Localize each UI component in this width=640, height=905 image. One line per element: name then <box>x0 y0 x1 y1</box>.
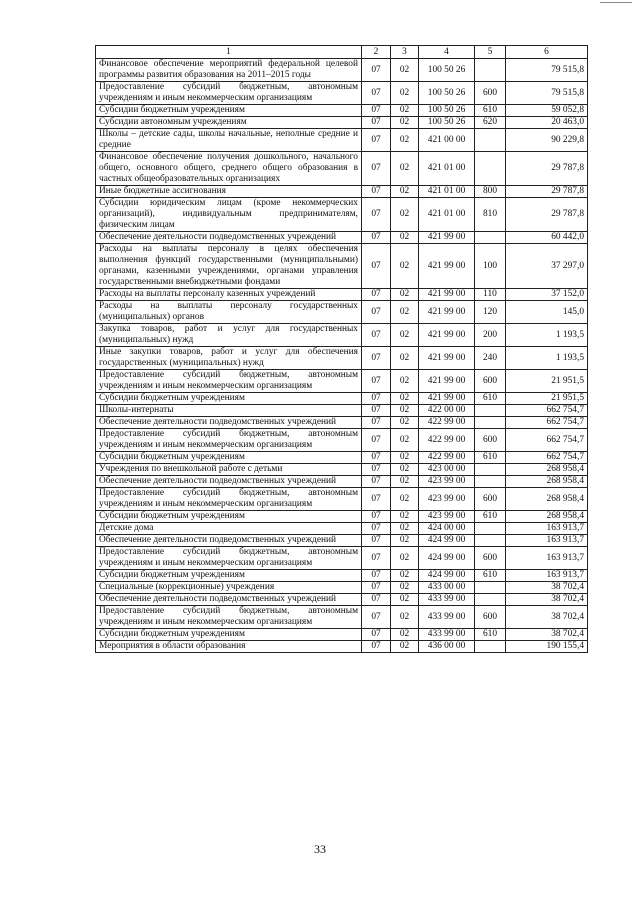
row-name-cell: Субсидии бюджетным учреждениям <box>96 393 362 405</box>
target-article-cell: 436 00 00 <box>419 641 475 653</box>
target-article-cell: 421 99 00 <box>419 393 475 405</box>
section-code-cell: 07 <box>362 606 391 629</box>
section-code-cell: 07 <box>362 641 391 653</box>
subsection-code-cell: 02 <box>391 393 419 405</box>
row-name-cell: Субсидии бюджетным учреждениям <box>96 105 362 117</box>
amount-cell: 163 913,7 <box>506 547 588 570</box>
section-code-cell: 07 <box>362 405 391 417</box>
row-name-cell: Иные закупки товаров, работ и услуг для обеспечения государственных (муниципальных) нужд <box>96 347 362 370</box>
amount-cell: 79 515,8 <box>506 82 588 105</box>
amount-cell: 145,0 <box>506 301 588 324</box>
expense-type-cell: 610 <box>475 629 506 641</box>
table-row <box>96 452 588 464</box>
row-name-cell: Обеспечение деятельности подведомственных учреждений <box>96 476 362 488</box>
header-cell: 3 <box>391 46 419 59</box>
target-article-cell: 421 00 00 <box>419 129 475 152</box>
section-code-cell: 07 <box>362 370 391 393</box>
row-name-cell: Расходы на выплаты персоналу казенных учреждений <box>96 289 362 301</box>
section-code-cell: 07 <box>362 417 391 429</box>
expense-type-cell: 200 <box>475 324 506 347</box>
table-row <box>96 405 588 417</box>
expense-type-cell: 810 <box>475 198 506 232</box>
amount-cell: 37 152,0 <box>506 289 588 301</box>
subsection-code-cell: 02 <box>391 429 419 452</box>
amount-cell: 21 951,5 <box>506 370 588 393</box>
row-name-cell: Обеспечение деятельности подведомственных учреждений <box>96 417 362 429</box>
amount-cell: 20 463,0 <box>506 117 588 129</box>
amount-cell: 60 442,0 <box>506 232 588 244</box>
target-article-cell: 433 99 00 <box>419 594 475 606</box>
amount-cell: 38 702,4 <box>506 629 588 641</box>
table-row <box>96 476 588 488</box>
subsection-code-cell: 02 <box>391 117 419 129</box>
table-row <box>96 105 588 117</box>
table-row <box>96 464 588 476</box>
expense-type-cell: 600 <box>475 370 506 393</box>
amount-cell: 21 951,5 <box>506 393 588 405</box>
row-name-cell: Закупка товаров, работ и услуг для государственных (муниципальных) нужд <box>96 324 362 347</box>
header-cell: 5 <box>475 46 506 59</box>
subsection-code-cell: 02 <box>391 535 419 547</box>
subsection-code-cell: 02 <box>391 289 419 301</box>
row-name-cell: Предоставление субсидий бюджетным, автономным учреждениям и иным некоммерческим организациям <box>96 488 362 511</box>
table-row <box>96 117 588 129</box>
table-row <box>96 59 588 82</box>
expense-type-cell <box>475 232 506 244</box>
section-code-cell: 07 <box>362 82 391 105</box>
amount-cell: 29 787,8 <box>506 152 588 186</box>
expense-type-cell <box>475 129 506 152</box>
section-code-cell: 07 <box>362 429 391 452</box>
expense-type-cell: 600 <box>475 547 506 570</box>
expense-type-cell <box>475 464 506 476</box>
subsection-code-cell: 02 <box>391 186 419 198</box>
row-name-cell: Специальные (коррекционные) учреждения <box>96 582 362 594</box>
subsection-code-cell: 02 <box>391 244 419 289</box>
subsection-code-cell: 02 <box>391 641 419 653</box>
section-code-cell: 07 <box>362 452 391 464</box>
row-name-cell: Субсидии бюджетным учреждениям <box>96 629 362 641</box>
expense-type-cell: 600 <box>475 488 506 511</box>
section-code-cell: 07 <box>362 523 391 535</box>
expense-type-cell <box>475 641 506 653</box>
row-name-cell: Мероприятия в области образования <box>96 641 362 653</box>
row-name-cell: Субсидии юридическим лицам (кроме некоммерческих организаций), индивидуальным предпринимателям, физическим лицам <box>96 198 362 232</box>
amount-cell: 38 702,4 <box>506 606 588 629</box>
table-row <box>96 129 588 152</box>
table-row <box>96 186 588 198</box>
expense-type-cell: 800 <box>475 186 506 198</box>
expense-type-cell: 610 <box>475 393 506 405</box>
target-article-cell: 421 99 00 <box>419 232 475 244</box>
expense-type-cell: 620 <box>475 117 506 129</box>
table-row <box>96 570 588 582</box>
section-code-cell: 07 <box>362 347 391 370</box>
expense-type-cell: 610 <box>475 452 506 464</box>
table-row <box>96 232 588 244</box>
expense-type-cell: 600 <box>475 429 506 452</box>
amount-cell: 268 958,4 <box>506 488 588 511</box>
target-article-cell: 421 99 00 <box>419 370 475 393</box>
target-article-cell: 422 99 00 <box>419 452 475 464</box>
subsection-code-cell: 02 <box>391 629 419 641</box>
subsection-code-cell: 02 <box>391 301 419 324</box>
section-code-cell: 07 <box>362 488 391 511</box>
row-name-cell: Субсидии бюджетным учреждениям <box>96 570 362 582</box>
section-code-cell: 07 <box>362 476 391 488</box>
expense-type-cell <box>475 476 506 488</box>
table-row <box>96 198 588 232</box>
header-cell: 2 <box>362 46 391 59</box>
table-row <box>96 523 588 535</box>
section-code-cell: 07 <box>362 547 391 570</box>
target-article-cell: 433 00 00 <box>419 582 475 594</box>
table-row <box>96 82 588 105</box>
table-row <box>96 152 588 186</box>
expense-type-cell <box>475 594 506 606</box>
amount-cell: 662 754,7 <box>506 417 588 429</box>
expense-type-cell: 110 <box>475 289 506 301</box>
target-article-cell: 421 99 00 <box>419 244 475 289</box>
subsection-code-cell: 02 <box>391 59 419 82</box>
subsection-code-cell: 02 <box>391 152 419 186</box>
target-article-cell: 424 99 00 <box>419 570 475 582</box>
subsection-code-cell: 02 <box>391 417 419 429</box>
target-article-cell: 424 99 00 <box>419 535 475 547</box>
amount-cell: 1 193,5 <box>506 347 588 370</box>
budget-table <box>95 45 588 653</box>
section-code-cell: 07 <box>362 582 391 594</box>
table-row <box>96 347 588 370</box>
target-article-cell: 423 99 00 <box>419 511 475 523</box>
table-row <box>96 370 588 393</box>
row-name-cell: Расходы на выплаты персоналу государственных (муниципальных) органов <box>96 301 362 324</box>
target-article-cell: 433 99 00 <box>419 606 475 629</box>
expense-type-cell: 120 <box>475 301 506 324</box>
amount-cell: 29 787,8 <box>506 186 588 198</box>
row-name-cell: Субсидии автономным учреждениям <box>96 117 362 129</box>
target-article-cell: 100 50 26 <box>419 82 475 105</box>
target-article-cell: 423 00 00 <box>419 464 475 476</box>
target-article-cell: 421 99 00 <box>419 324 475 347</box>
table-row <box>96 417 588 429</box>
target-article-cell: 422 99 00 <box>419 429 475 452</box>
subsection-code-cell: 02 <box>391 476 419 488</box>
target-article-cell: 421 01 00 <box>419 186 475 198</box>
row-name-cell: Расходы на выплаты персоналу в целях обеспечения выполнения функций государственными (муниципальными) органами, казенными учреждениями, органами управления государственными внебюджетными фондами <box>96 244 362 289</box>
amount-cell: 163 913,7 <box>506 523 588 535</box>
expense-type-cell <box>475 152 506 186</box>
target-article-cell: 421 01 00 <box>419 198 475 232</box>
table-row <box>96 629 588 641</box>
target-article-cell: 421 99 00 <box>419 301 475 324</box>
amount-cell: 38 702,4 <box>506 594 588 606</box>
subsection-code-cell: 02 <box>391 582 419 594</box>
amount-cell: 59 052,8 <box>506 105 588 117</box>
target-article-cell: 100 50 26 <box>419 59 475 82</box>
section-code-cell: 07 <box>362 301 391 324</box>
row-name-cell: Предоставление субсидий бюджетным, автономным учреждениям и иным некоммерческим организациям <box>96 606 362 629</box>
section-code-cell: 07 <box>362 232 391 244</box>
section-code-cell: 07 <box>362 129 391 152</box>
subsection-code-cell: 02 <box>391 570 419 582</box>
expense-type-cell <box>475 523 506 535</box>
amount-cell: 38 702,4 <box>506 582 588 594</box>
subsection-code-cell: 02 <box>391 405 419 417</box>
subsection-code-cell: 02 <box>391 82 419 105</box>
table-row <box>96 488 588 511</box>
subsection-code-cell: 02 <box>391 105 419 117</box>
expense-type-cell: 600 <box>475 606 506 629</box>
section-code-cell: 07 <box>362 244 391 289</box>
section-code-cell: 07 <box>362 324 391 347</box>
table-row <box>96 582 588 594</box>
target-article-cell: 422 00 00 <box>419 405 475 417</box>
section-code-cell: 07 <box>362 511 391 523</box>
table-row <box>96 511 588 523</box>
amount-cell: 29 787,8 <box>506 198 588 232</box>
amount-cell: 268 958,4 <box>506 511 588 523</box>
target-article-cell: 433 99 00 <box>419 629 475 641</box>
target-article-cell: 421 01 00 <box>419 152 475 186</box>
header-cell: 1 <box>96 46 362 59</box>
amount-cell: 268 958,4 <box>506 476 588 488</box>
section-code-cell: 07 <box>362 464 391 476</box>
table-row <box>96 429 588 452</box>
table-row <box>96 301 588 324</box>
expense-type-cell <box>475 405 506 417</box>
expense-type-cell <box>475 582 506 594</box>
target-article-cell: 421 99 00 <box>419 347 475 370</box>
row-name-cell: Субсидии бюджетным учреждениям <box>96 511 362 523</box>
expense-type-cell: 610 <box>475 570 506 582</box>
table-row <box>96 393 588 405</box>
row-name-cell: Финансовое обеспечение получения дошкольного, начального общего, основного общего, среднего общего образования в частных общеобразовательных организациях <box>96 152 362 186</box>
section-code-cell: 07 <box>362 105 391 117</box>
section-code-cell: 07 <box>362 198 391 232</box>
amount-cell: 190 155,4 <box>506 641 588 653</box>
amount-cell: 268 958,4 <box>506 464 588 476</box>
header-row <box>96 46 588 59</box>
expense-type-cell: 610 <box>475 105 506 117</box>
row-name-cell: Школы – детские сады, школы начальные, неполные средние и средние <box>96 129 362 152</box>
section-code-cell: 07 <box>362 535 391 547</box>
subsection-code-cell: 02 <box>391 547 419 570</box>
row-name-cell: Обеспечение деятельности подведомственных учреждений <box>96 232 362 244</box>
subsection-code-cell: 02 <box>391 232 419 244</box>
expense-type-cell <box>475 535 506 547</box>
section-code-cell: 07 <box>362 152 391 186</box>
amount-cell: 662 754,7 <box>506 405 588 417</box>
section-code-cell: 07 <box>362 570 391 582</box>
header-cell: 6 <box>506 46 588 59</box>
amount-cell: 79 515,8 <box>506 59 588 82</box>
section-code-cell: 07 <box>362 117 391 129</box>
expense-type-cell: 100 <box>475 244 506 289</box>
target-article-cell: 100 50 26 <box>419 117 475 129</box>
expense-type-cell: 600 <box>475 82 506 105</box>
document-page <box>95 45 587 653</box>
subsection-code-cell: 02 <box>391 324 419 347</box>
subsection-code-cell: 02 <box>391 464 419 476</box>
page-number: 33 <box>314 842 326 856</box>
row-name-cell: Обеспечение деятельности подведомственных учреждений <box>96 594 362 606</box>
target-article-cell: 100 50 26 <box>419 105 475 117</box>
subsection-code-cell: 02 <box>391 129 419 152</box>
target-article-cell: 422 99 00 <box>419 417 475 429</box>
table-row <box>96 594 588 606</box>
table-row <box>96 535 588 547</box>
expense-type-cell: 610 <box>475 511 506 523</box>
section-code-cell: 07 <box>362 393 391 405</box>
table-row <box>96 244 588 289</box>
section-code-cell: 07 <box>362 629 391 641</box>
row-name-cell: Предоставление субсидий бюджетным, автономным учреждениям и иным некоммерческим организациям <box>96 370 362 393</box>
table-row <box>96 289 588 301</box>
subsection-code-cell: 02 <box>391 370 419 393</box>
subsection-code-cell: 02 <box>391 347 419 370</box>
table-row <box>96 324 588 347</box>
row-name-cell: Предоставление субсидий бюджетным, автономным учреждениям и иным некоммерческим организациям <box>96 547 362 570</box>
row-name-cell: Иные бюджетные ассигнования <box>96 186 362 198</box>
row-name-cell: Предоставление субсидий бюджетным, автономным учреждениям и иным некоммерческим организациям <box>96 429 362 452</box>
table-row <box>96 641 588 653</box>
target-article-cell: 424 99 00 <box>419 547 475 570</box>
target-article-cell: 421 99 00 <box>419 289 475 301</box>
section-code-cell: 07 <box>362 289 391 301</box>
expense-type-cell <box>475 417 506 429</box>
target-article-cell: 423 99 00 <box>419 476 475 488</box>
target-article-cell: 424 00 00 <box>419 523 475 535</box>
amount-cell: 90 229,8 <box>506 129 588 152</box>
row-name-cell: Обеспечение деятельности подведомственных учреждений <box>96 535 362 547</box>
table-row <box>96 547 588 570</box>
row-name-cell: Финансовое обеспечение мероприятий федеральной целевой программы развития образования на 2011–2015 годы <box>96 59 362 82</box>
section-code-cell: 07 <box>362 594 391 606</box>
subsection-code-cell: 02 <box>391 594 419 606</box>
row-name-cell: Школы-интернаты <box>96 405 362 417</box>
scan-edge-line <box>600 2 632 3</box>
expense-type-cell: 240 <box>475 347 506 370</box>
amount-cell: 662 754,7 <box>506 452 588 464</box>
target-article-cell: 423 99 00 <box>419 488 475 511</box>
expense-type-cell <box>475 59 506 82</box>
section-code-cell: 07 <box>362 59 391 82</box>
subsection-code-cell: 02 <box>391 198 419 232</box>
section-code-cell: 07 <box>362 186 391 198</box>
subsection-code-cell: 02 <box>391 452 419 464</box>
subsection-code-cell: 02 <box>391 511 419 523</box>
amount-cell: 37 297,0 <box>506 244 588 289</box>
amount-cell: 163 913,7 <box>506 570 588 582</box>
subsection-code-cell: 02 <box>391 606 419 629</box>
row-name-cell: Учреждения по внешкольной работе с детьми <box>96 464 362 476</box>
row-name-cell: Детские дома <box>96 523 362 535</box>
amount-cell: 1 193,5 <box>506 324 588 347</box>
header-cell: 4 <box>419 46 475 59</box>
table-row <box>96 606 588 629</box>
row-name-cell: Субсидии бюджетным учреждениям <box>96 452 362 464</box>
subsection-code-cell: 02 <box>391 488 419 511</box>
amount-cell: 163 913,7 <box>506 535 588 547</box>
subsection-code-cell: 02 <box>391 523 419 535</box>
amount-cell: 662 754,7 <box>506 429 588 452</box>
row-name-cell: Предоставление субсидий бюджетным, автономным учреждениям и иным некоммерческим организациям <box>96 82 362 105</box>
